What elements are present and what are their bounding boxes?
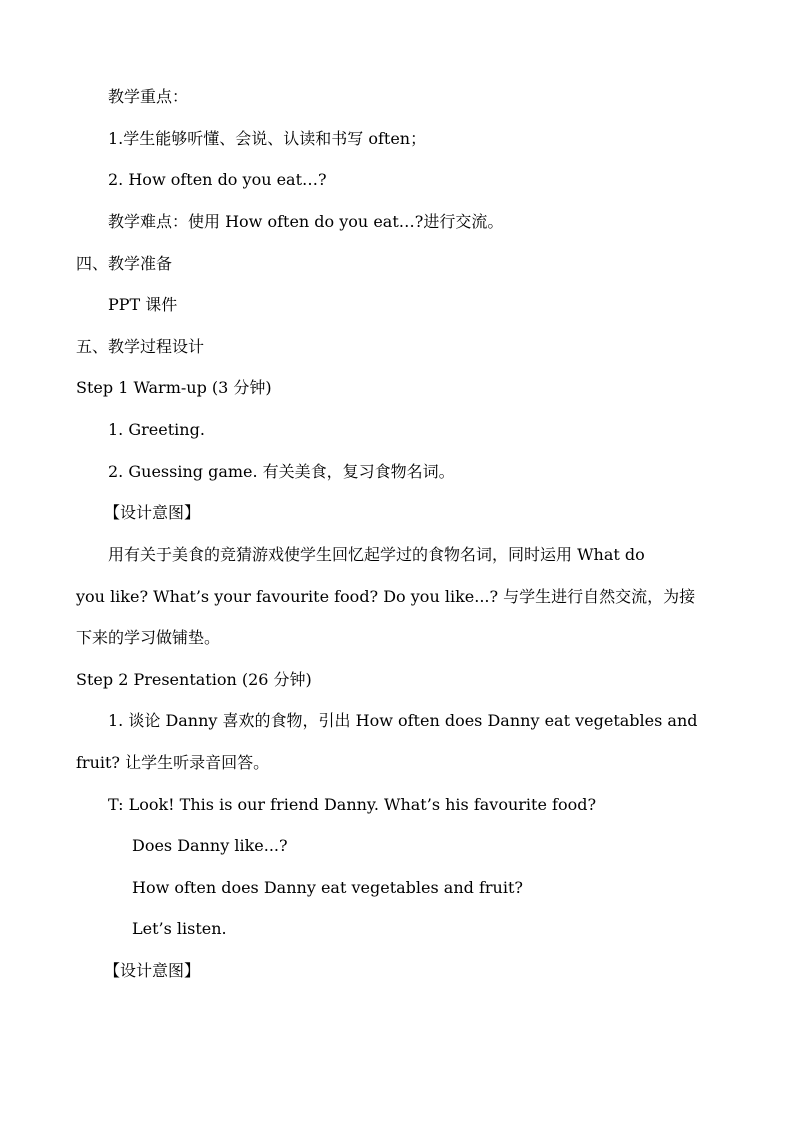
heading-teaching-focus: 教学重点：: [108, 87, 189, 106]
focus-item-2: 2. How often do you eat…?: [108, 170, 327, 189]
design-intent-heading-2: 【设计意图】: [104, 961, 201, 980]
dialogue-line-3: How often does Danny eat vegetables and fruit?: [132, 878, 523, 897]
step-1-item-1: 1. Greeting.: [108, 420, 205, 439]
dialogue-line-1: T: Look! This is our friend Danny. What’s his favourite food?: [108, 795, 597, 814]
design-intent-paragraph-line-2: you like? What’s your favourite food? Do you like...? 与学生进行自然交流，为接: [76, 587, 696, 606]
preparation-item: PPT 课件: [108, 295, 178, 314]
step-2-heading: Step 2 Presentation (26 分钟): [76, 670, 312, 689]
dialogue-line-4: Let’s listen.: [132, 919, 227, 938]
section-heading-preparation: 四、教学准备: [76, 254, 173, 273]
step-1-heading: Step 1 Warm-up (3 分钟): [76, 378, 272, 397]
step-2-item-1-line-1: 1. 谈论 Danny 喜欢的食物，引出 How often does Danny eat vegetables and: [108, 711, 698, 730]
design-intent-paragraph-line-3: 下来的学习做铺垫。: [76, 628, 221, 647]
focus-item-1: 1.学生能够听懂、会说、认读和书写 often；: [108, 129, 427, 148]
step-1-item-2: 2. Guessing game. 有关美食，复习食物名词。: [108, 462, 455, 481]
design-intent-heading-1: 【设计意图】: [104, 503, 201, 522]
step-2-item-1-line-2: fruit? 让学生听录音回答。: [76, 753, 270, 772]
teaching-difficulty: 教学难点：使用 How often do you eat…?进行交流。: [108, 212, 504, 231]
section-heading-process: 五、教学过程设计: [76, 337, 205, 356]
dialogue-line-2: Does Danny like...?: [132, 836, 288, 855]
design-intent-paragraph-line-1: 用有关于美食的竞猜游戏使学生回忆起学过的食物名词，同时运用 What do: [108, 545, 645, 564]
